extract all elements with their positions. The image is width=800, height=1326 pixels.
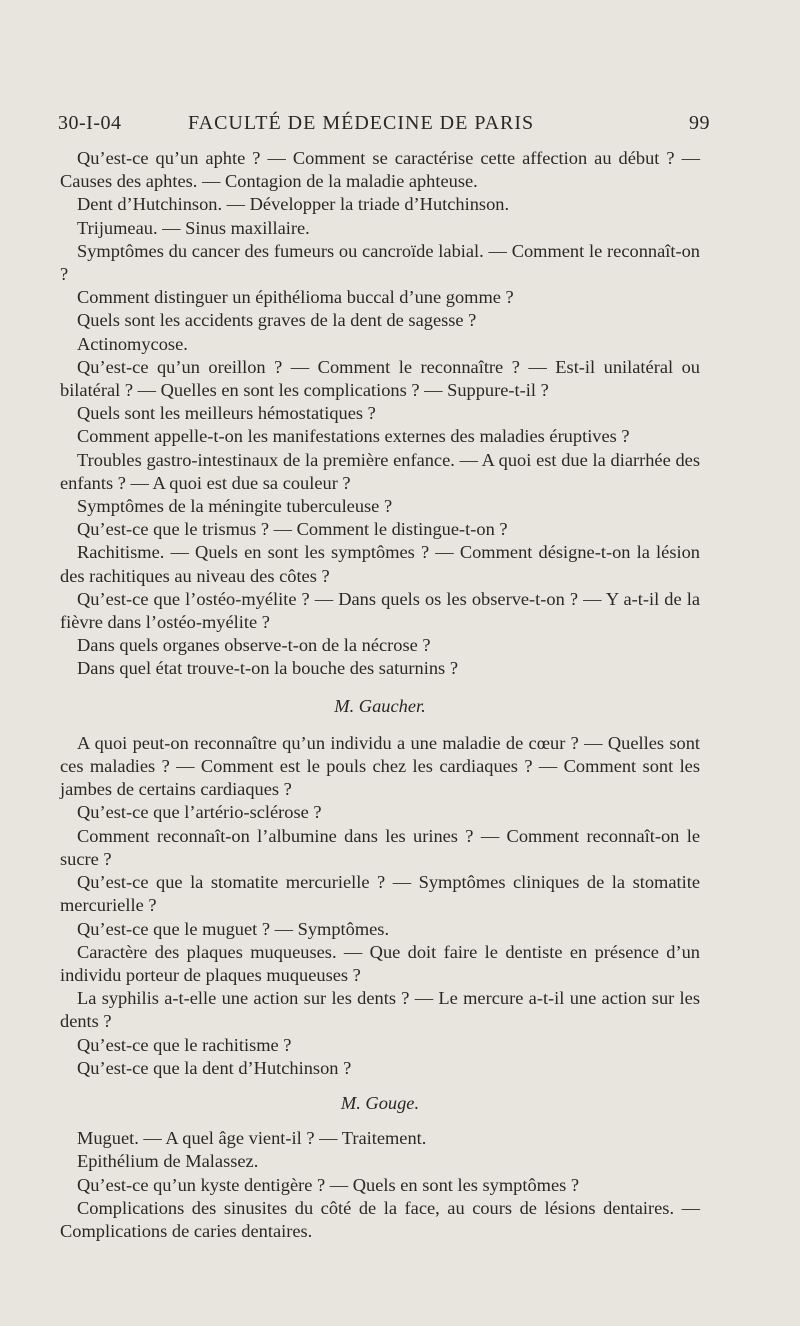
question-paragraph: Qu’est-ce que le trismus ? — Comment le distingue-t-on ?: [77, 519, 508, 540]
question-paragraph: Comment reconnaît-on l’albumine dans les urines ? — Comment reconnaît-on le sucre ?: [60, 825, 700, 869]
question-paragraph: Qu’est-ce qu’un aphte ? — Comment se caractérise cette affection au début ? — Causes des aphtes. — Contagion de la maladie aphteuse.: [60, 148, 700, 192]
question-paragraph: Troubles gastro-intestinaux de la première enfance. — A quoi est due la diarrhée des enfants ? — A quoi est due sa couleur ?: [60, 449, 700, 493]
question-paragraph: Quels sont les accidents graves de la dent de sagesse ?: [77, 310, 477, 331]
question-paragraph: Epithélium de Malassez.: [77, 1151, 259, 1172]
question-paragraph: Qu’est-ce que l’ostéo-myélite ? — Dans quels os les observe-t-on ? — Y a-t-il de la fièvre dans l’ostéo-myélite ?: [60, 588, 700, 633]
header-date: 30-I-04: [58, 112, 122, 134]
question-paragraph: Caractère des plaques muqueuses. — Que doit faire le dentiste en présence d’un individu porteur de plaques muqueuses ?: [60, 941, 700, 985]
question-paragraph: Dans quel état trouve-t-on la bouche des saturnins ?: [77, 658, 458, 679]
question-paragraph: Qu’est-ce que le muguet ? — Symptômes.: [77, 918, 390, 939]
question-paragraph: Qu’est-ce qu’un oreillon ? — Comment le reconnaître ? — Est-il unilatéral ou bilatéral ? — Quelles en sont les complications ? — Suppure-t-il ?: [60, 356, 700, 401]
question-paragraph: Qu’est-ce que le rachitisme ?: [77, 1034, 292, 1055]
question-paragraph: La syphilis a-t-elle une action sur les dents ? — Le mercure a-t-il une action sur les dents ?: [60, 988, 700, 1032]
question-paragraph: Qu’est-ce qu’un kyste dentigère ? — Quels en sont les symptômes ?: [77, 1174, 580, 1195]
header-title: FACULTÉ DE MÉDECINE DE PARIS: [188, 112, 535, 134]
page-number: 99: [689, 112, 710, 134]
question-paragraph: Qu’est-ce que l’artério-sclérose ?: [77, 802, 322, 823]
question-paragraph: Muguet. — A quel âge vient-il ? — Traitement.: [77, 1128, 427, 1149]
question-paragraph: Symptômes du cancer des fumeurs ou cancroïde labial. — Comment le reconnaît-on ?: [60, 240, 700, 285]
examiner-name: M. Gaucher.: [334, 695, 426, 716]
question-paragraph: Comment distinguer un épithélioma buccal d’une gomme ?: [77, 287, 514, 308]
question-paragraph: Rachitisme. — Quels en sont les symptômes ? — Comment désigne-t-on la lésion des rachitiques au niveau des côtes ?: [60, 542, 700, 586]
question-paragraph: Quels sont les meilleurs hémostatiques ?: [77, 403, 376, 424]
question-paragraph: Symptômes de la méningite tuberculeuse ?: [77, 496, 393, 517]
question-paragraph: Qu’est-ce que la dent d’Hutchinson ?: [77, 1057, 352, 1078]
question-paragraph: Actinomycose.: [77, 333, 188, 354]
examiner-name: M. Gouge.: [340, 1092, 420, 1113]
question-paragraph: Comment appelle-t-on les manifestations externes des maladies éruptives ?: [77, 426, 630, 447]
question-paragraph: Trijumeau. — Sinus maxillaire.: [77, 217, 310, 238]
question-paragraph: A quoi peut-on reconnaître qu’un individu a une maladie de cœur ? — Quelles sont ces maladies ? — Comment est le pouls chez les cardiaques ? — Comment sont les jambes de certains cardiaques ?: [60, 732, 700, 800]
question-paragraph: Qu’est-ce que la stomatite mercurielle ? — Symptômes cliniques de la stomatite mercurielle ?: [60, 872, 700, 916]
question-paragraph: Dans quels organes observe-t-on de la nécrose ?: [77, 635, 431, 656]
question-paragraph: Complications des sinusites du côté de la face, au cours de lésions dentaires. — Complications de caries dentaires.: [60, 1197, 700, 1241]
body-text: [60, 147, 700, 1243]
running-header: [58, 112, 710, 142]
question-paragraph: Dent d’Hutchinson. — Développer la triade d’Hutchinson.: [77, 194, 510, 215]
